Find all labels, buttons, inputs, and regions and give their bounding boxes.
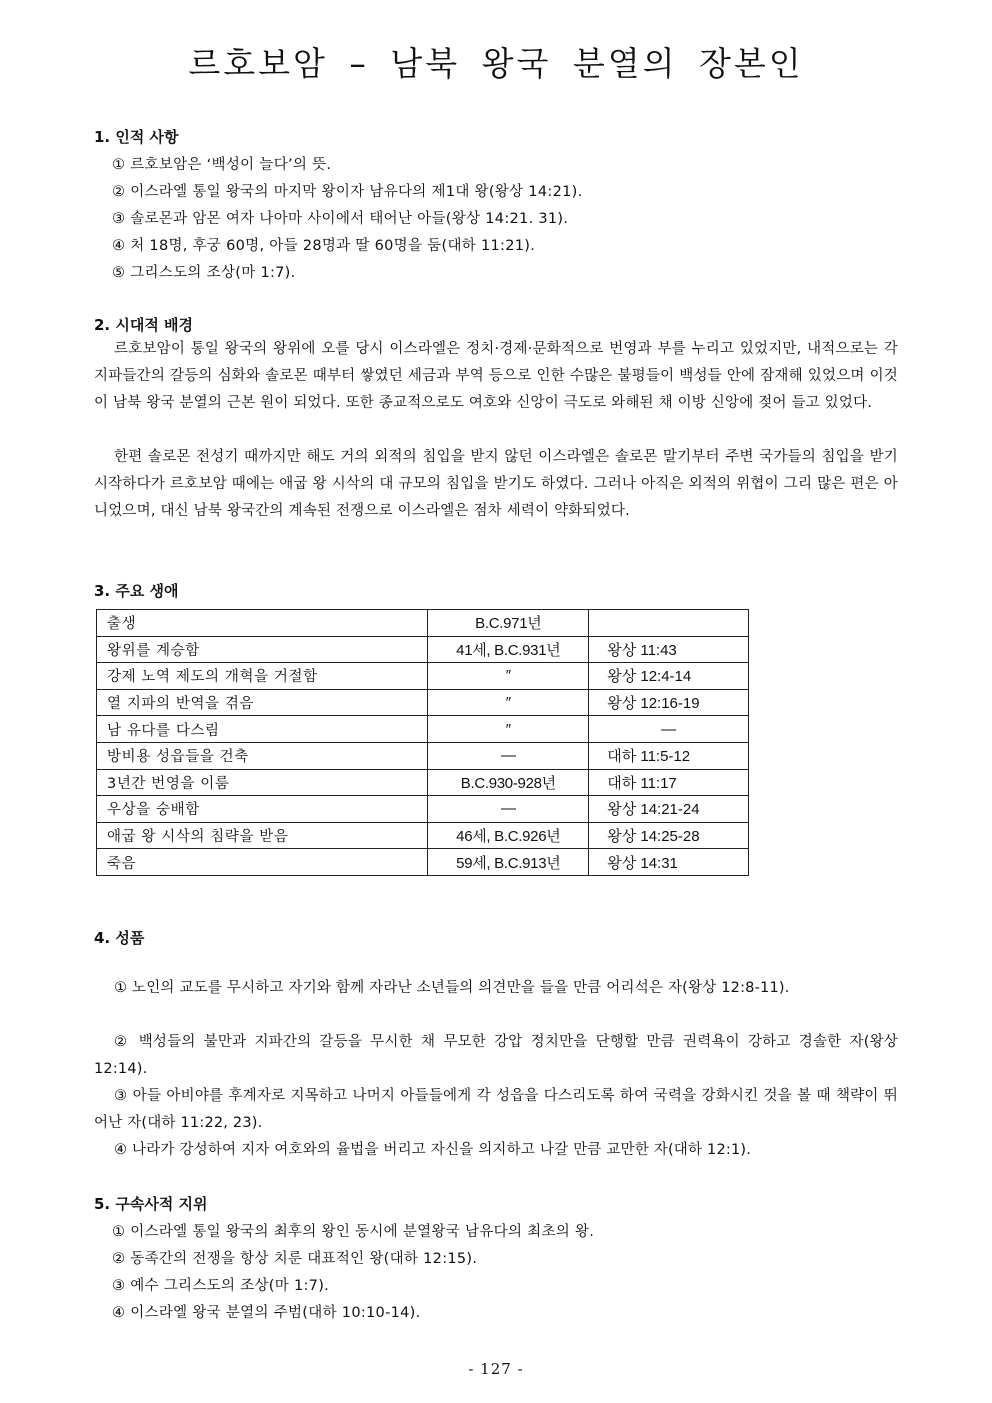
list-item: ④ 이스라엘 왕국 분열의 주범(대하 10:10-14). [112,1305,421,1321]
reference-cell: 왕상 12:4-14 [589,663,749,690]
date-cell: 41세, B.C.931년 [428,636,589,663]
reference-cell: 대하 11:5-12 [589,742,749,769]
list-item: ① 이스라엘 통일 왕국의 최후의 왕인 동시에 분열왕국 남유다의 최초의 왕. [112,1224,595,1240]
event-cell: 우상을 숭배함 [97,796,428,823]
table-row [97,610,749,637]
event-cell: 강제 노역 제도의 개혁을 거절함 [97,663,428,690]
event-cell: 열 지파의 반역을 겪음 [97,689,428,716]
list-item: ⑤ 그리스도의 조상(마 1:7). [112,265,296,281]
background-paragraph: 르호보암이 통일 왕국의 왕위에 오를 당시 이스라엘은 정치·경제·문화적으로 번영과 부를 누리고 있었지만, 내적으로는 각 지파들간의 갈등의 심화와 솔로몬 때부터 쌓였던 세금과 부역 등으로 인한 수많은 불평들이 백성들 안에 잠재해 있었으며 이것이 남북 왕국 분열의 근본 원이 되었다. 또한 종교적으로도 여호와 신앙이 극도로 와해된 채 이방 신앙에 젖어 들고 있었다. [94,341,898,411]
table-row [97,716,749,743]
table-row [97,822,749,849]
list-item: ② 동족간의 전쟁을 항상 치룬 대표적인 왕(대하 12:15). [112,1251,478,1267]
date-cell: 46세, B.C.926년 [428,822,589,849]
event-cell: 출생 [97,610,428,637]
date-cell: ″ [428,663,589,690]
list-item: ② 이스라엘 통일 왕국의 마지막 왕이자 남유다의 제1대 왕(왕상 14:21). [112,184,583,200]
list-item: ③ 솔로몬과 암몬 여자 나아마 사이에서 태어난 아들(왕상 14:21. 31). [112,211,569,227]
date-cell: 59세, B.C.913년 [428,849,589,876]
event-cell: 왕위를 계승함 [97,636,428,663]
table-row [97,663,749,690]
table-row [97,636,749,663]
event-cell: 방비용 성읍들을 건축 [97,742,428,769]
reference-cell: 왕상 12:16-19 [589,689,749,716]
character-paragraph: ② 백성들의 불만과 지파간의 갈등을 무시한 채 무모한 강압 정치만을 단행할 만큼 권력욕이 강하고 경솔한 자(왕상 12:14). [94,1034,898,1077]
reference-cell: 왕상 14:21-24 [589,796,749,823]
reference-cell [589,610,749,637]
list-item: ④ 처 18명, 후궁 60명, 아들 28명과 딸 60명을 둠(대하 11:21). [112,238,536,254]
character-paragraph: ① 노인의 교도를 무시하고 자기와 함께 자라난 소년들의 의견만을 들을 만큼 어리석은 자(왕상 12:8-11). [114,980,790,996]
reference-cell: 대하 11:17 [589,769,749,796]
date-cell: — [428,796,589,823]
table-row [97,769,749,796]
character-paragraph: ③ 아들 아비야를 후계자로 지목하고 나머지 아들들에게 각 성읍을 다스리도록 하여 국력을 강화시킨 것을 볼 때 책략이 뛰어난 자(대하 11:22, 23). [94,1088,898,1131]
date-cell: — [428,742,589,769]
event-cell: 죽음 [97,849,428,876]
event-cell: 남 유다를 다스림 [97,716,428,743]
background-paragraph: 한편 솔로몬 전성기 때까지만 해도 거의 외적의 침입을 받지 않던 이스라엘은 솔로몬 말기부터 주변 국가들의 침입을 받기 시작하다가 르호보암 때에는 애굽 왕 시삭의 대 규모의 침입을 받기도 하였다. 그러나 아직은 외적의 위협이 그리 많은 편은 아니었으며, 대신 남북 왕국간의 계속된 전쟁으로 이스라엘은 점차 세력이 약화되었다. [94,449,898,519]
reference-cell: 왕상 11:43 [589,636,749,663]
section-heading-personal-info: 1. 인적 사항 [94,128,179,146]
reference-cell: — [589,716,749,743]
list-item: ③ 예수 그리스도의 조상(마 1:7). [112,1278,330,1294]
section-heading-life-events: 3. 주요 생애 [94,582,179,600]
life-events-table [96,609,749,876]
section-heading-character: 4. 성품 [94,929,145,947]
reference-cell: 왕상 14:25-28 [589,822,749,849]
character-paragraph: ④ 나라가 강성하여 지자 여호와의 율법을 버리고 자신을 의지하고 나갈 만큼 교만한 자(대하 12:1). [114,1142,752,1158]
reference-cell: 왕상 14:31 [589,849,749,876]
date-cell: B.C.930-928년 [428,769,589,796]
date-cell: ″ [428,689,589,716]
section-heading-redemptive-status: 5. 구속사적 지위 [94,1195,208,1213]
page-title: 르호보암 – 남북 왕국 분열의 장본인 [188,44,804,83]
page-number: - 127 - [468,1360,524,1378]
date-cell: ″ [428,716,589,743]
date-cell: B.C.971년 [428,610,589,637]
table-row [97,689,749,716]
section-heading-historical-background: 2. 시대적 배경 [94,316,194,334]
event-cell: 애굽 왕 시삭의 침략을 받음 [97,822,428,849]
table-row [97,796,749,823]
table-row [97,742,749,769]
event-cell: 3년간 번영을 이룸 [97,769,428,796]
list-item: ① 르호보암은 ‘백성이 늘다’의 뜻. [112,157,332,173]
table-row [97,849,749,876]
